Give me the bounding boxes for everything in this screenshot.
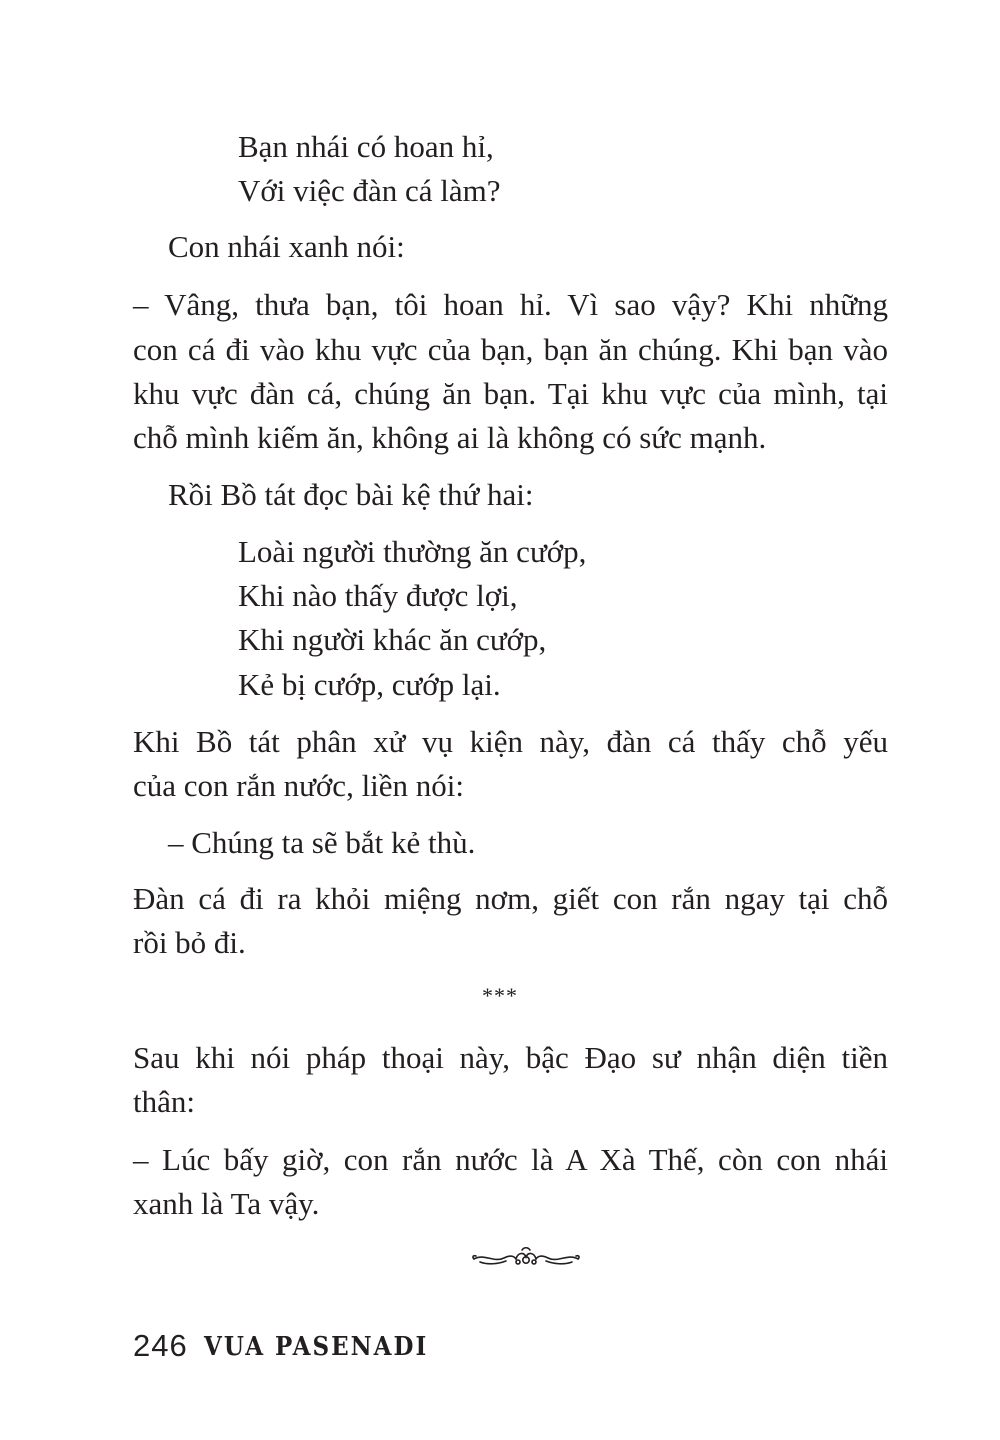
running-title: VUA PASENADI: [204, 1330, 429, 1362]
paragraph-line: thân:: [133, 1084, 195, 1119]
paragraph-line: – Chúng ta sẽ bắt kẻ thù.: [168, 825, 476, 860]
flourish-ornament-icon: [470, 1244, 582, 1272]
paragraph-line: Sau khi nói pháp thoại này, bậc Đạo sư nhận diện tiền: [133, 1040, 888, 1075]
page-number: 246: [133, 1328, 188, 1363]
paragraph-line: con cá đi vào khu vực của bạn, bạn ăn chúng. Khi bạn vào: [133, 332, 888, 367]
paragraph-line: của con rắn nước, liền nói:: [133, 768, 465, 803]
paragraph-line: Con nhái xanh nói:: [168, 229, 405, 264]
paragraph-line: khu vực đàn cá, chúng ăn bạn. Tại khu vực của mình, tại: [133, 376, 888, 411]
paragraph-line: Rồi Bồ tát đọc bài kệ thứ hai:: [168, 477, 534, 512]
verse-line: Loài người thường ăn cướp,: [238, 534, 587, 569]
paragraph-line: rồi bỏ đi.: [133, 925, 246, 960]
paragraph-line: Đàn cá đi ra khỏi miệng nơm, giết con rắn ngay tại chỗ: [133, 881, 888, 916]
verse-line: Khi nào thấy được lợi,: [238, 578, 518, 613]
verse-line: Với việc đàn cá làm?: [238, 173, 501, 208]
paragraph-line: xanh là Ta vậy.: [133, 1186, 320, 1221]
paragraph-line: – Lúc bấy giờ, con rắn nước là A Xà Thế, còn con nhái: [133, 1142, 888, 1177]
paragraph-line: Khi Bồ tát phân xử vụ kiện này, đàn cá thấy chỗ yếu: [133, 724, 888, 759]
verse-line: Kẻ bị cướp, cướp lại.: [238, 667, 501, 702]
paragraph-line: chỗ mình kiếm ăn, không ai là không có sức mạnh.: [133, 420, 767, 455]
paragraph-line: – Vâng, thưa bạn, tôi hoan hỉ. Vì sao vậy? Khi những: [133, 287, 888, 322]
verse-line: Bạn nhái có hoan hỉ,: [238, 129, 494, 164]
verse-line: Khi người khác ăn cướp,: [238, 622, 547, 657]
section-separator: ***: [482, 983, 518, 1008]
